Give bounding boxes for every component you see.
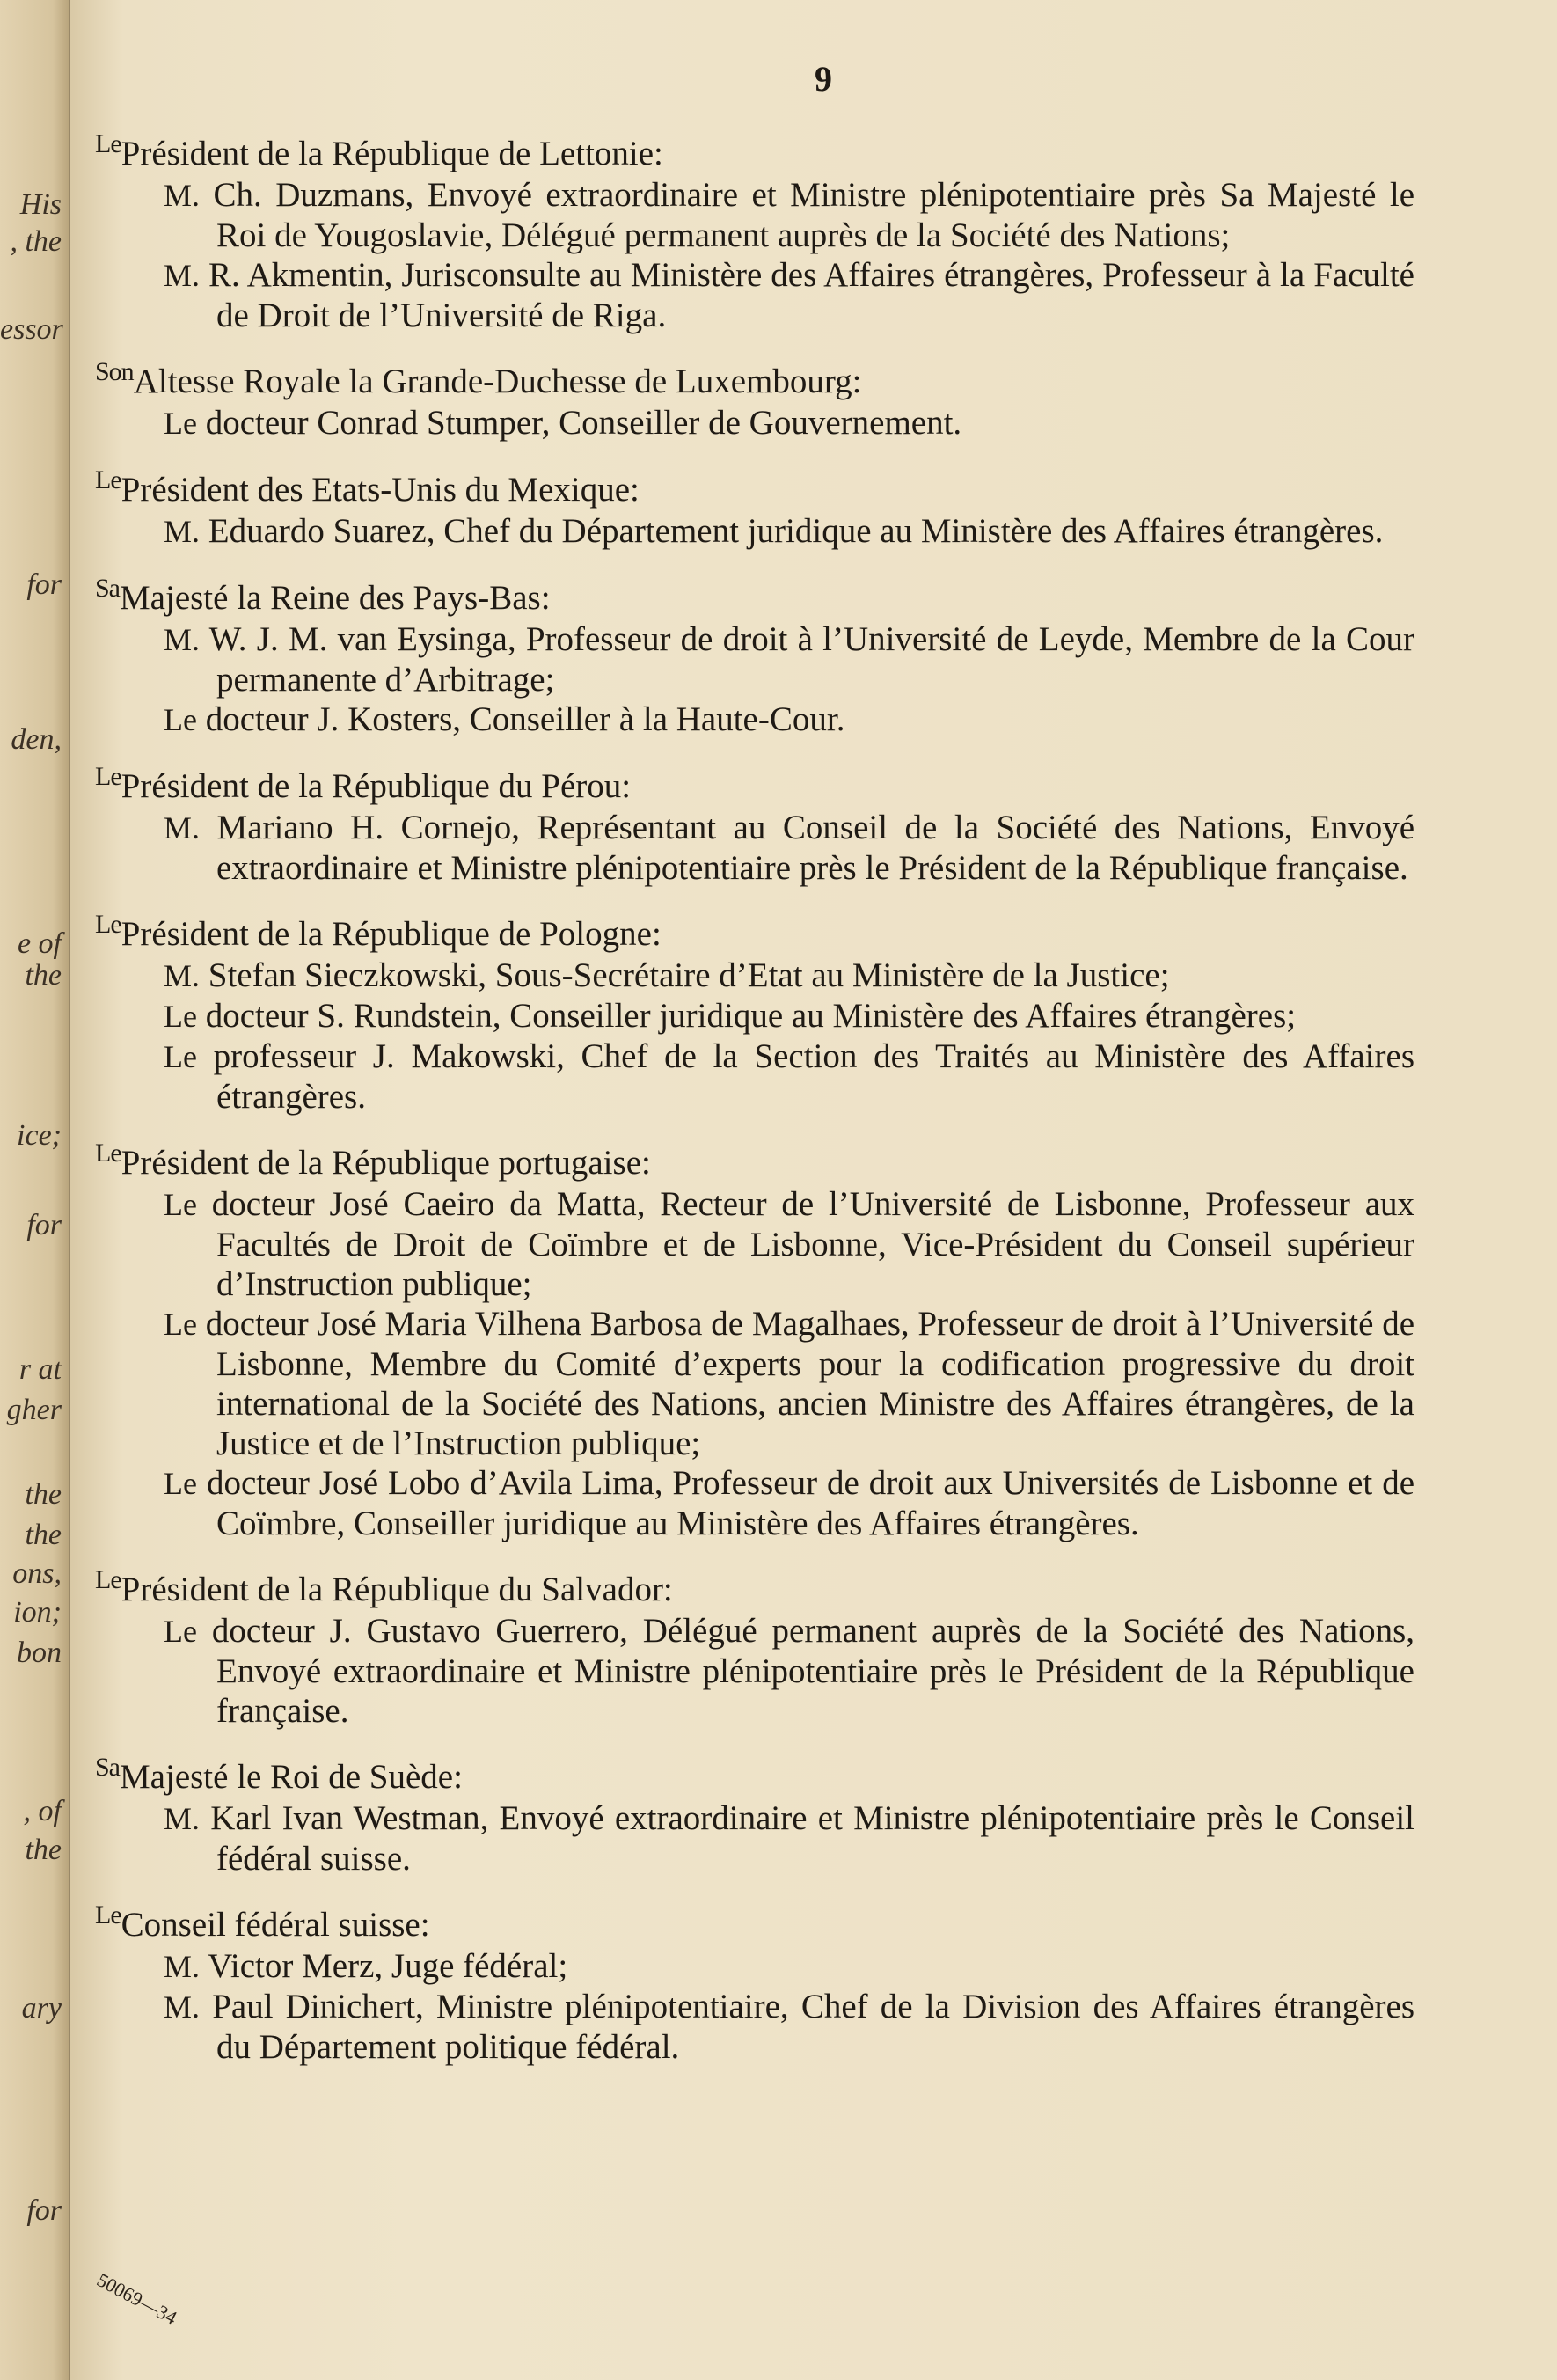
heading-lead: Le <box>95 1139 121 1168</box>
margin-fragment: ice; <box>17 1119 62 1152</box>
heading-lead: Sa <box>95 574 120 603</box>
margin-fragment: for <box>26 2194 62 2227</box>
delegate-text: docteur José Caeiro da Matta, Recteur de l’Université de Lisbonne, Professeur aux Facultés de Droit de Coïmbre et de Lisbonne, Vice-Président du Conseil supérieur d’Instruction publique; <box>211 1185 1415 1303</box>
delegate-prefix: M. <box>164 622 201 657</box>
contracting-party <box>95 1894 1414 2067</box>
party-heading <box>95 568 1414 619</box>
delegate-entry <box>95 1946 1414 1987</box>
contracting-party <box>95 459 1414 552</box>
delegate-entry <box>95 1611 1414 1731</box>
delegate-entry <box>95 1184 1414 1304</box>
delegate-entry <box>95 511 1414 552</box>
contracting-party <box>95 904 1414 1117</box>
delegate-entry <box>95 403 1414 443</box>
delegate-text: docteur J. Kosters, Conseiller à la Haute-Cour. <box>205 700 845 738</box>
page-number: 9 <box>815 59 832 99</box>
margin-fragment: the <box>25 1519 62 1551</box>
heading-text: Majesté la Reine des Pays-Bas: <box>120 579 551 617</box>
margin-fragment: the <box>25 1478 62 1511</box>
heading-text: Président des Etats-Unis du Mexique: <box>121 471 640 509</box>
margin-fragment: , of <box>23 1795 62 1827</box>
heading-text: Président de la République de Pologne: <box>121 915 662 953</box>
plenipotentiaries-list <box>95 123 1414 2083</box>
heading-lead: Le <box>95 129 121 158</box>
delegate-prefix: Le <box>164 1307 197 1342</box>
heading-text: Altesse Royale la Grande-Duchesse de Luxembourg: <box>133 362 862 400</box>
heading-text: Conseil fédéral suisse: <box>121 1906 430 1944</box>
delegate-prefix: M. <box>164 1989 201 2025</box>
margin-fragment: ons, <box>12 1557 62 1590</box>
heading-lead: Le <box>95 1565 121 1594</box>
binding-gutter <box>0 0 81 2380</box>
delegate-text: R. Akmentin, Jurisconsulte au Ministère des Affaires étrangères, Professeur à la Faculté de Droit de l’Université de Riga. <box>208 256 1414 334</box>
delegate-entry <box>95 956 1414 996</box>
delegate-prefix: Le <box>164 1039 197 1074</box>
party-heading <box>95 756 1414 808</box>
heading-lead: Sa <box>95 1753 120 1782</box>
delegate-prefix: Le <box>164 406 197 441</box>
margin-fragment: r at <box>18 1353 62 1386</box>
margin-fragment: gher <box>6 1394 62 1426</box>
delegate-entry <box>95 619 1414 699</box>
delegate-prefix: M. <box>164 958 201 993</box>
contracting-party <box>95 1132 1414 1543</box>
delegate-entry <box>95 1036 1414 1117</box>
party-heading <box>95 459 1414 511</box>
delegate-text: Ch. Duzmans, Envoyé extraordinaire et Ministre plénipotentiaire près Sa Majesté le Roi de Yougoslavie, Délégué permanent auprès de la Société des Nations; <box>213 176 1415 254</box>
margin-fragment: for <box>26 1209 62 1241</box>
contracting-party <box>95 351 1414 443</box>
delegate-entry <box>95 175 1414 255</box>
delegate-text: Karl Ivan Westman, Envoyé extraordinaire et Ministre plénipotentiaire près le Conseil fédéral suisse. <box>210 1799 1414 1878</box>
margin-fragment: den, <box>11 723 62 756</box>
delegate-text: Victor Merz, Juge fédéral; <box>208 1947 568 1985</box>
delegate-prefix: Le <box>164 1466 197 1501</box>
heading-lead: Son <box>95 357 134 386</box>
heading-text: Président de la République portugaise: <box>121 1144 651 1182</box>
party-heading <box>95 1894 1414 1946</box>
delegate-entry <box>95 996 1414 1036</box>
party-heading <box>95 351 1414 403</box>
delegate-prefix: Le <box>164 702 197 737</box>
margin-fragment: the <box>25 959 62 992</box>
delegate-prefix: M. <box>164 1801 201 1836</box>
heading-lead: Le <box>95 762 121 791</box>
contracting-party <box>95 123 1414 335</box>
delegate-entry <box>95 699 1414 740</box>
delegate-prefix: M. <box>164 514 201 549</box>
delegate-text: W. J. M. van Eysinga, Professeur de droit à l’Université de Leyde, Membre de la Cour permanente d’Arbitrage; <box>208 620 1414 699</box>
delegate-text: Stefan Sieczkowski, Sous-Secrétaire d’Etat au Ministère de la Justice; <box>208 956 1170 994</box>
delegate-text: docteur J. Gustavo Guerrero, Délégué permanent auprès de la Société des Nations, Envoyé extraordinaire et Ministre plénipotentiaire près le Président de la République française. <box>211 1612 1415 1730</box>
delegate-prefix: Le <box>164 999 197 1034</box>
margin-fragment: bon <box>17 1637 62 1669</box>
delegate-text: docteur José Lobo d’Avila Lima, Professeur de droit aux Universités de Lisbonne et de Coïmbre, Conseiller juridique au Ministère des Affaires étrangères. <box>206 1464 1415 1542</box>
margin-fragment: for <box>26 568 62 601</box>
contracting-party <box>95 756 1414 888</box>
delegate-entry <box>95 1987 1414 2067</box>
party-heading <box>95 1132 1414 1184</box>
delegate-prefix: Le <box>164 1614 197 1649</box>
margin-fragment: the <box>25 1834 62 1866</box>
delegate-entry <box>95 1463 1414 1543</box>
contracting-party <box>95 1559 1414 1731</box>
contracting-party <box>95 1747 1414 1878</box>
delegate-entry <box>95 1798 1414 1878</box>
heading-lead: Le <box>95 465 121 494</box>
party-heading <box>95 1559 1414 1611</box>
delegate-text: Paul Dinichert, Ministre plénipotentiaire, Chef de la Division des Affaires étrangères du Département politique fédéral. <box>212 1988 1415 2066</box>
margin-fragment: His <box>19 188 62 221</box>
heading-text: Majesté le Roi de Suède: <box>120 1758 463 1796</box>
delegate-prefix: M. <box>164 258 201 293</box>
margin-fragment: , the <box>10 225 62 258</box>
heading-text: Président de la République de Lettonie: <box>121 135 663 172</box>
delegate-prefix: M. <box>164 810 201 846</box>
heading-text: Président de la République du Pérou: <box>121 767 632 805</box>
delegate-entry <box>95 1304 1414 1463</box>
delegate-prefix: M. <box>164 1949 201 1984</box>
delegate-text: professeur J. Makowski, Chef de la Section des Traités au Ministère des Affaires étrangères. <box>213 1037 1414 1116</box>
print-stamp: 50069—34 <box>93 2268 181 2329</box>
margin-fragment: essor <box>0 313 63 346</box>
delegate-prefix: M. <box>164 178 201 213</box>
heading-lead: Le <box>95 1900 121 1930</box>
margin-fragment: e of <box>17 927 62 960</box>
delegate-entry <box>95 808 1414 888</box>
delegate-prefix: Le <box>164 1187 197 1222</box>
heading-text: Président de la République du Salvador: <box>121 1571 673 1608</box>
heading-lead: Le <box>95 910 121 939</box>
delegate-text: Eduardo Suarez, Chef du Département juridique au Ministère des Affaires étrangères. <box>208 512 1384 550</box>
party-heading <box>95 1747 1414 1798</box>
delegate-entry <box>95 255 1414 335</box>
party-heading <box>95 123 1414 175</box>
delegate-text: docteur Conrad Stumper, Conseiller de Gouvernement. <box>205 404 962 442</box>
delegate-text: docteur José Maria Vilhena Barbosa de Magalhaes, Professeur de droit à l’Université de Lisbonne, Membre du Comité d’experts pour la codification progressive du droit international de la Société des Nations, ancien Ministre des Affaires étrangères, de la Justice et de l’Instruction publique; <box>205 1305 1415 1462</box>
margin-fragment: ion; <box>13 1596 62 1629</box>
delegate-text: Mariano H. Cornejo, Représentant au Conseil de la Société des Nations, Envoyé extraordinaire et Ministre plénipotentiaire près le Président de la République française. <box>216 809 1414 887</box>
margin-fragment: ary <box>21 1992 62 2025</box>
party-heading <box>95 904 1414 956</box>
delegate-text: docteur S. Rundstein, Conseiller juridique au Ministère des Affaires étrangères; <box>205 997 1297 1035</box>
contracting-party <box>95 568 1414 740</box>
